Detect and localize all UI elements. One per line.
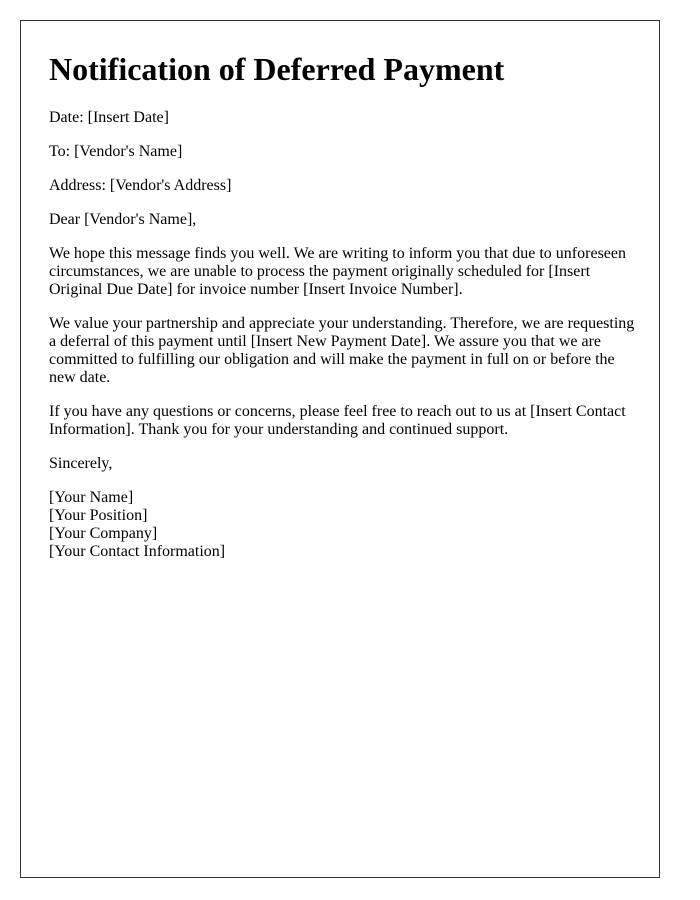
salutation: Dear [Vendor's Name], xyxy=(49,211,197,228)
address-line: Address: [Vendor's Address] xyxy=(49,177,232,194)
body-paragraph-2: We value your partnership and appreciate your understanding. Therefore, we are requesting a deferral of this payment until [Insert New Payment Date]. We assure you that we are committed to fulfilling our obligation and will make the payment in full on or before the new date. xyxy=(49,315,635,386)
letter-title: Notification of Deferred Payment xyxy=(49,51,505,87)
date-line: Date: [Insert Date] xyxy=(49,109,169,126)
signature-company: [Your Company] xyxy=(49,525,158,542)
signature-block xyxy=(49,489,639,561)
recipient-line: To: [Vendor's Name] xyxy=(49,143,183,160)
letter-body xyxy=(49,51,639,561)
signature-contact: [Your Contact Information] xyxy=(49,543,226,560)
body-paragraph-1: We hope this message finds you well. We are writing to inform you that due to unforeseen circumstances, we are unable to process the payment originally scheduled for [Insert Original Due Date] for invoice number [Insert Invoice Number]. xyxy=(49,245,626,298)
letter-page xyxy=(20,20,660,878)
signature-name: [Your Name] xyxy=(49,489,134,506)
signature-position: [Your Position] xyxy=(49,507,148,524)
closing: Sincerely, xyxy=(49,455,113,472)
body-paragraph-3: If you have any questions or concerns, please feel free to reach out to us at [Insert Contact Information]. Thank you for your understanding and continued support. xyxy=(49,403,626,438)
